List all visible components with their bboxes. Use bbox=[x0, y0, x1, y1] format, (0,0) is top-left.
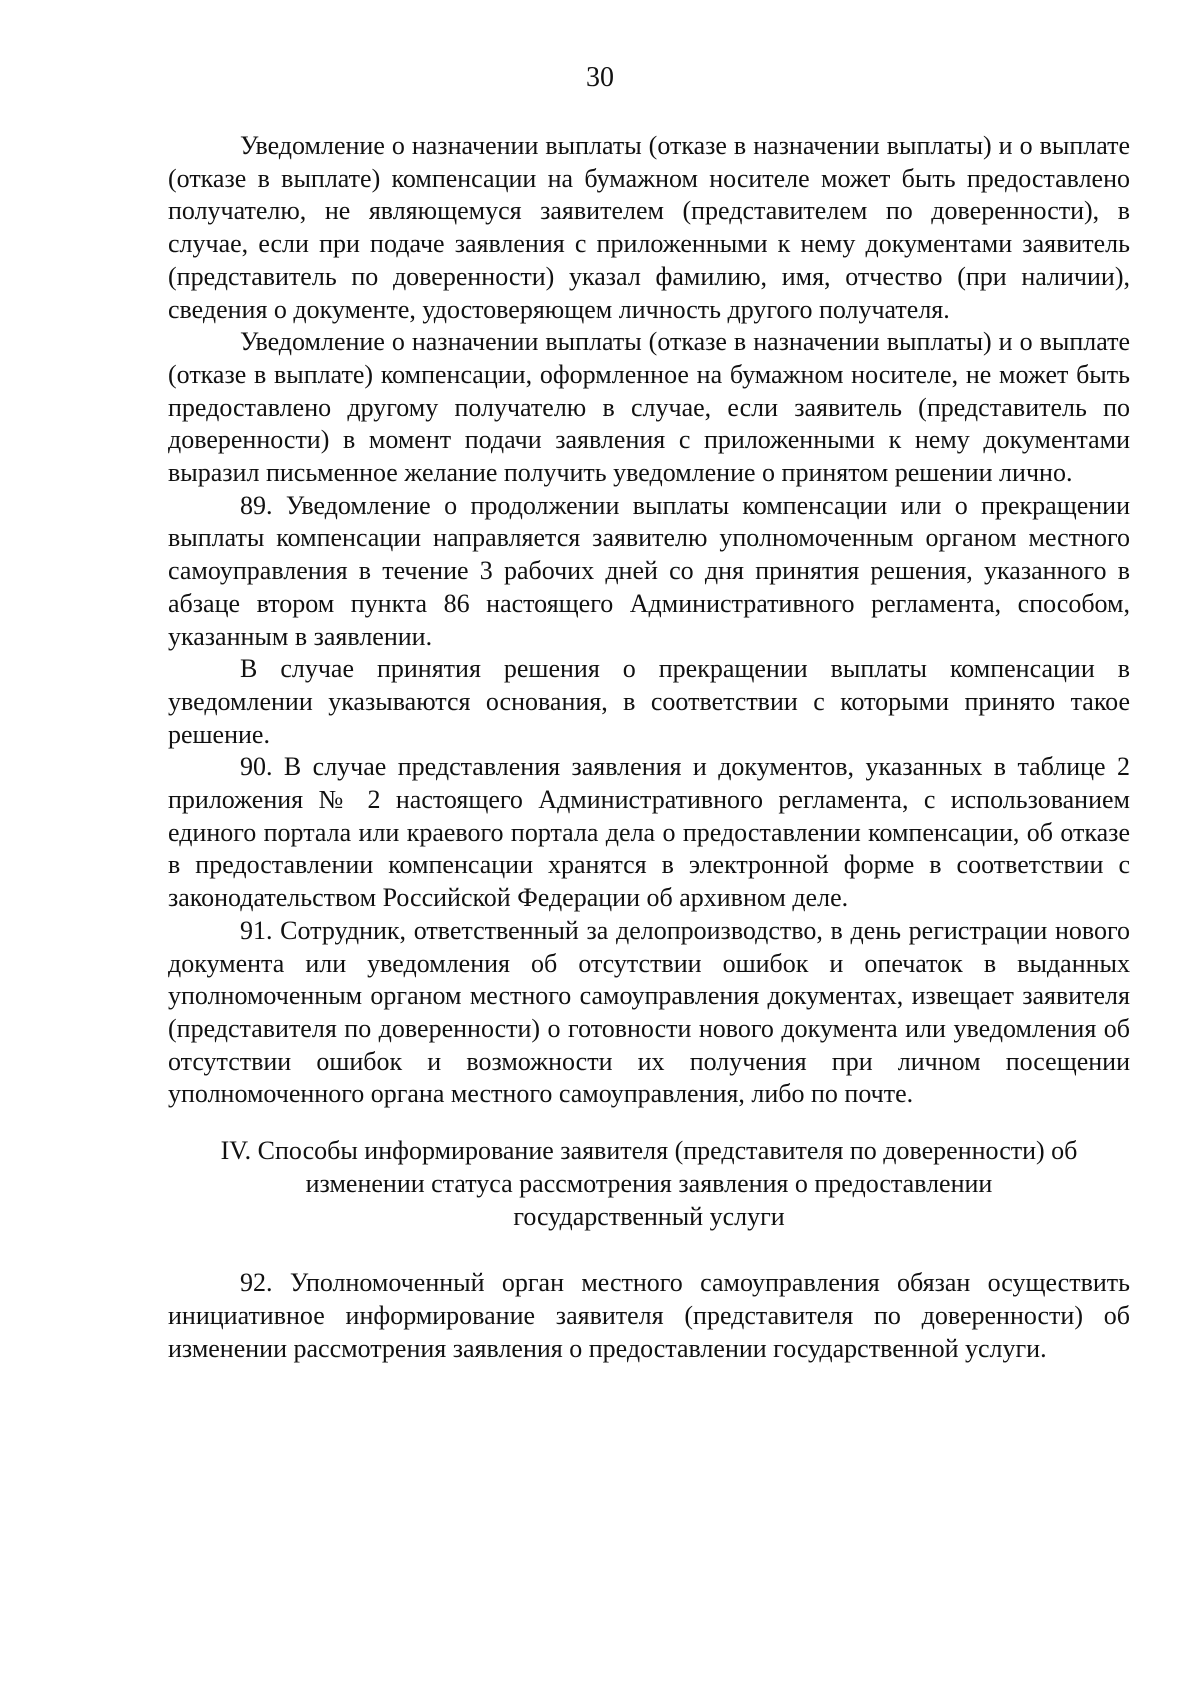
paragraph-termination-grounds: В случае принятия решения о прекращении выплаты компенсации в уведомлении указываются основания, в соответствии с которыми принято такое решение. bbox=[168, 654, 1130, 749]
section-heading-line-2: изменении статуса рассмотрения заявления о предоставлении bbox=[305, 1168, 993, 1198]
paragraph-92: 92. Уполномоченный орган местного самоуправления обязан осуществить инициативное информирование заявителя (представителя по доверенности) об изменении рассмотрения заявления о предоставлении государственной услуги. bbox=[168, 1268, 1130, 1363]
paragraph-notification-paper-other-recipient: Уведомление о назначении выплаты (отказе в назначении выплаты) и о выплате (отказе в выплате) компенсации на бумажном носителе может быть предоставлено получателю, не являющемуся заявителем (представителем по доверенности), в случае, если при подаче заявления с приложенными к нему документами заявитель (представитель по доверенности) указал фамилию, имя, отчество (при наличии), сведения о документе, удостоверяющем личность другого получателя. bbox=[168, 131, 1130, 324]
paragraph-91: 91. Сотрудник, ответственный за делопроизводство, в день регистрации нового документа или уведомления об отсутствии ошибок и опечаток в выданных уполномоченным органом местного самоуправления документах, извещает заявителя (представителя по доверенности) о готовности нового документа или уведомления об отсутствии ошибок и возможности их получения при личном посещении уполномоченного органа местного самоуправления, либо по почте. bbox=[168, 915, 1130, 1109]
paragraph-90: 90. В случае представления заявления и документов, указанных в таблице 2 приложения № 2 настоящего Административного регламента, с использованием единого портала или краевого портала дела о предоставлении компенсации, об отказе в предоставлении компенсации хранятся в электронной форме в соответствии с законодательством Российской Федерации об архивном деле. bbox=[168, 752, 1130, 913]
document-body bbox=[168, 130, 1130, 1365]
section-heading-line-1: IV. Способы информирование заявителя (представителя по доверенности) об bbox=[220, 1136, 1078, 1166]
page-number: 30 bbox=[586, 62, 614, 93]
section-heading-line-3: государственный услуги bbox=[513, 1201, 785, 1231]
paragraph-notification-not-provided: Уведомление о назначении выплаты (отказе в назначении выплаты) и о выплате (отказе в выплате) компенсации, оформленное на бумажном носителе, не может быть предоставлено другому получателю в случае, если заявитель (представитель по доверенности) в момент подачи заявления с приложенными к нему документами выразил письменное желание получить уведомление о принятом решении лично. bbox=[168, 327, 1130, 488]
section-heading-iv bbox=[168, 1135, 1130, 1233]
paragraph-89: 89. Уведомление о продолжении выплаты компенсации или о прекращении выплаты компенсации направляется заявителю уполномоченным органом местного самоуправления в течение 3 рабочих дней со дня принятия решения, указанного в абзаце втором пункта 86 настоящего Административного регламента, способом, указанным в заявлении. bbox=[168, 490, 1130, 651]
